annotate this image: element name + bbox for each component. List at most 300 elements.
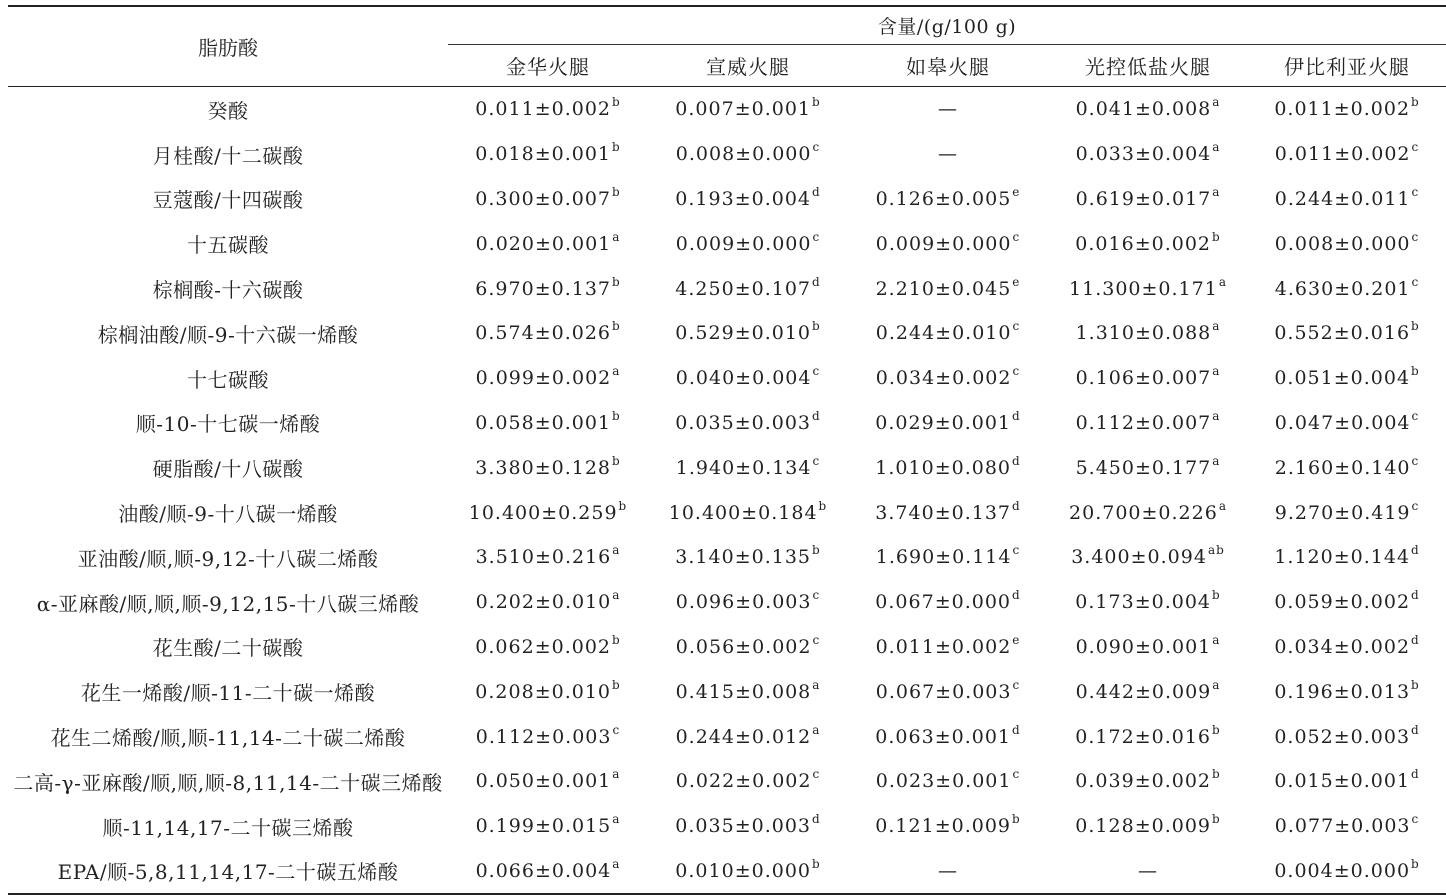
content-cell: [1048, 625, 1248, 670]
content-value: 0.040±0.004: [675, 367, 812, 390]
significance-letter: a: [1212, 408, 1221, 423]
significance-letter: b: [612, 453, 621, 468]
content-cell: [1048, 714, 1248, 759]
content-value: 0.041±0.008: [1075, 98, 1212, 121]
content-value: 0.128±0.009: [1075, 815, 1212, 838]
table-row: [8, 580, 1446, 625]
table-row: [8, 759, 1446, 804]
significance-letter: b: [1212, 812, 1221, 827]
significance-letter: d: [1411, 722, 1420, 737]
content-cell: [648, 221, 848, 266]
content-cell: [1248, 669, 1446, 714]
content-cell: [648, 714, 848, 759]
significance-letter: c: [1411, 184, 1420, 199]
significance-letter: b: [812, 543, 821, 558]
table-row: [8, 177, 1446, 222]
significance-letter: d: [1411, 543, 1420, 558]
significance-letter: b: [612, 184, 621, 199]
content-cell: [848, 221, 1048, 266]
significance-letter: a: [1212, 364, 1221, 379]
significance-letter: c: [1411, 812, 1420, 827]
content-value: 0.244±0.012: [675, 725, 812, 748]
fatty-acid-column-header: 脂肪酸: [8, 6, 448, 87]
content-cell: [1048, 132, 1248, 177]
fatty-acid-name: 十七碳酸: [187, 367, 269, 392]
content-value: 0.619±0.017: [1075, 187, 1212, 210]
content-value: 0.050±0.001: [475, 770, 612, 793]
content-value: 1.310±0.088: [1075, 322, 1212, 345]
content-group-header: 含量/(g/100 g): [448, 6, 1446, 45]
content-value: 5.450±0.177: [1075, 456, 1212, 479]
content-value: 0.039±0.002: [1075, 770, 1212, 793]
content-value: 0.099±0.002: [475, 367, 612, 390]
content-cell: [1248, 401, 1446, 446]
content-cell: [1248, 221, 1446, 266]
content-cell: [1248, 87, 1446, 132]
content-value: 0.016±0.002: [1075, 232, 1212, 255]
content-cell: [648, 535, 848, 580]
content-cell: [848, 490, 1048, 535]
content-value: 0.067±0.000: [875, 591, 1012, 614]
significance-letter: b: [612, 408, 621, 423]
content-value: 0.008±0.000: [675, 143, 812, 166]
significance-letter: c: [1012, 677, 1021, 692]
fatty-acid-name: 油酸/顺-9-十八碳一烯酸: [118, 502, 338, 527]
significance-letter: b: [1411, 95, 1420, 110]
significance-letter: d: [1012, 498, 1021, 513]
fatty-acid-name: α-亚麻酸/顺,顺,顺-9,12,15-十八碳三烯酸: [36, 591, 420, 616]
content-cell: [1248, 356, 1446, 401]
fatty-acid-name: 癸酸: [207, 98, 249, 123]
content-value: 0.023±0.001: [875, 770, 1012, 793]
significance-letter: c: [1012, 319, 1021, 334]
content-value: 0.051±0.004: [1274, 367, 1411, 390]
content-value: —: [938, 143, 958, 166]
table-row: [8, 266, 1446, 311]
content-value: 0.058±0.001: [475, 411, 612, 434]
significance-letter: a: [1212, 453, 1221, 468]
content-cell: [848, 849, 1048, 895]
significance-letter: c: [1411, 453, 1420, 468]
fatty-acid-name: 花生一烯酸/顺-11-二十碳一烯酸: [80, 681, 376, 706]
content-value: 0.090±0.001: [1075, 635, 1212, 658]
content-value: 1.120±0.144: [1274, 546, 1411, 569]
significance-letter: e: [1012, 632, 1021, 647]
significance-letter: a: [1218, 498, 1227, 513]
content-cell: [1048, 356, 1248, 401]
significance-letter: c: [1411, 498, 1420, 513]
significance-letter: a: [612, 812, 621, 827]
significance-letter: b: [812, 319, 821, 334]
significance-letter: b: [612, 632, 621, 647]
content-cell: [848, 311, 1048, 356]
content-cell: [1048, 266, 1248, 311]
significance-letter: d: [812, 184, 821, 199]
content-cell: [448, 580, 648, 625]
content-value: 0.004±0.000: [1274, 859, 1411, 882]
content-cell: [448, 759, 648, 804]
significance-letter: d: [1012, 453, 1021, 468]
content-value: 0.018±0.001: [475, 143, 612, 166]
significance-letter: a: [1212, 140, 1221, 155]
fatty-acid-name: 花生二烯酸/顺,顺-11,14-二十碳二烯酸: [50, 726, 406, 751]
table-row: [8, 490, 1446, 535]
significance-letter: c: [1411, 140, 1420, 155]
content-value: 0.415±0.008: [675, 680, 812, 703]
fatty-acid-name: 二高-γ-亚麻酸/顺,顺,顺-8,11,14-二十碳三烯酸: [13, 770, 443, 795]
content-cell: [848, 266, 1048, 311]
content-cell: [1248, 849, 1446, 895]
content-cell: [1048, 535, 1248, 580]
content-cell: [648, 177, 848, 222]
content-value: 0.011±0.002: [1274, 98, 1411, 121]
content-cell: [848, 625, 1048, 670]
significance-letter: d: [1411, 632, 1420, 647]
significance-letter: c: [812, 632, 821, 647]
content-cell: [1248, 490, 1446, 535]
significance-letter: c: [812, 453, 821, 468]
significance-letter: c: [612, 722, 621, 737]
content-cell: [1248, 535, 1446, 580]
significance-letter: b: [1411, 856, 1420, 871]
significance-letter: d: [812, 812, 821, 827]
significance-letter: a: [1212, 677, 1221, 692]
significance-letter: c: [1012, 543, 1021, 558]
fatty-acid-name: 顺-10-十七碳一烯酸: [135, 412, 321, 437]
content-cell: [1248, 804, 1446, 849]
content-cell: [1048, 804, 1248, 849]
content-cell: [1048, 177, 1248, 222]
content-value: 0.056±0.002: [675, 635, 812, 658]
content-cell: [448, 311, 648, 356]
fatty-acid-name: 月桂酸/十二碳酸: [152, 143, 304, 168]
significance-letter: a: [1212, 95, 1221, 110]
fatty-acid-name: 棕榈油酸/顺-9-十六碳一烯酸: [97, 322, 359, 347]
significance-letter: a: [612, 364, 621, 379]
significance-letter: b: [612, 319, 621, 334]
significance-letter: c: [812, 364, 821, 379]
content-value: 4.250±0.107: [675, 277, 812, 300]
content-cell: [1248, 580, 1446, 625]
content-value: 0.007±0.001: [675, 98, 812, 121]
significance-letter: b: [612, 677, 621, 692]
content-cell: [848, 177, 1048, 222]
table-row: [8, 669, 1446, 714]
table-row: [8, 132, 1446, 177]
significance-letter: a: [612, 229, 621, 244]
content-value: 0.034±0.002: [875, 367, 1012, 390]
content-value: 0.011±0.002: [875, 635, 1012, 658]
significance-letter: d: [1012, 588, 1021, 603]
content-value: —: [938, 859, 958, 882]
content-cell: [448, 714, 648, 759]
content-cell: [448, 445, 648, 490]
content-cell: [1048, 849, 1248, 895]
significance-letter: b: [818, 498, 828, 513]
content-value: 0.208±0.010: [475, 680, 612, 703]
content-value: 1.940±0.134: [675, 456, 812, 479]
significance-letter: b: [1212, 229, 1221, 244]
content-value: 2.160±0.140: [1274, 456, 1411, 479]
significance-letter: d: [1012, 408, 1021, 423]
table-row: [8, 849, 1446, 895]
content-value: 3.380±0.128: [475, 456, 612, 479]
content-cell: [648, 580, 848, 625]
content-cell: [448, 87, 648, 132]
content-value: 0.015±0.001: [1274, 770, 1411, 793]
content-cell: [448, 669, 648, 714]
significance-letter: b: [612, 274, 621, 289]
content-value: 3.740±0.137: [875, 501, 1012, 524]
content-cell: [1248, 759, 1446, 804]
content-cell: [648, 132, 848, 177]
significance-letter: d: [812, 274, 821, 289]
content-value: 0.029±0.001: [875, 411, 1012, 434]
content-value: 0.035±0.003: [675, 815, 812, 838]
significance-letter: c: [812, 140, 821, 155]
significance-letter: c: [812, 767, 821, 782]
content-cell: [1048, 311, 1248, 356]
content-value: —: [1138, 859, 1158, 882]
column-header: 伊比利亚火腿: [1248, 45, 1446, 87]
significance-letter: b: [1212, 722, 1221, 737]
content-cell: [648, 266, 848, 311]
content-cell: [648, 311, 848, 356]
content-value: 0.022±0.002: [675, 770, 812, 793]
content-cell: [448, 177, 648, 222]
significance-letter: c: [812, 588, 821, 603]
content-cell: [448, 266, 648, 311]
table-row: [8, 311, 1446, 356]
significance-letter: c: [1012, 767, 1021, 782]
content-value: 0.529±0.010: [675, 322, 812, 345]
content-cell: [848, 669, 1048, 714]
content-value: 0.096±0.003: [675, 591, 812, 614]
content-cell: [848, 356, 1048, 401]
significance-letter: d: [812, 408, 821, 423]
content-value: 3.400±0.094: [1071, 546, 1207, 569]
content-value: 0.172±0.016: [1075, 725, 1212, 748]
content-cell: [448, 535, 648, 580]
content-value: 0.442±0.009: [1075, 680, 1212, 703]
content-value: 3.140±0.135: [675, 546, 812, 569]
content-cell: [448, 401, 648, 446]
significance-letter: b: [812, 856, 821, 871]
content-value: 0.202±0.010: [475, 591, 612, 614]
content-cell: [1048, 490, 1248, 535]
significance-letter: c: [1411, 274, 1420, 289]
significance-letter: b: [1212, 767, 1221, 782]
content-value: 2.210±0.045: [875, 277, 1012, 300]
significance-letter: e: [1012, 274, 1021, 289]
content-cell: [648, 87, 848, 132]
content-value: 0.011±0.002: [1274, 143, 1411, 166]
significance-letter: a: [612, 856, 621, 871]
content-value: 0.063±0.001: [875, 725, 1012, 748]
significance-letter: d: [1411, 767, 1420, 782]
column-header: 宣威火腿: [648, 45, 848, 87]
table-row: [8, 714, 1446, 759]
content-value: 10.400±0.259: [468, 501, 618, 524]
content-value: 0.033±0.004: [1075, 143, 1212, 166]
content-cell: [1248, 266, 1446, 311]
table-row: [8, 221, 1446, 266]
column-header: 金华火腿: [448, 45, 648, 87]
content-value: 0.112±0.003: [475, 725, 612, 748]
content-cell: [648, 849, 848, 895]
significance-letter: a: [812, 677, 821, 692]
significance-letter: c: [1012, 364, 1021, 379]
significance-letter: a: [1212, 184, 1221, 199]
content-cell: [1048, 401, 1248, 446]
content-value: 1.010±0.080: [875, 456, 1012, 479]
content-value: 0.047±0.004: [1274, 411, 1411, 434]
content-cell: [648, 669, 848, 714]
content-value: 0.011±0.002: [475, 98, 612, 121]
content-value: 9.270±0.419: [1274, 501, 1411, 524]
content-cell: [848, 759, 1048, 804]
content-value: 0.112±0.007: [1075, 411, 1212, 434]
fatty-acid-name: 亚油酸/顺,顺-9,12-十八碳二烯酸: [77, 546, 379, 571]
content-cell: [648, 401, 848, 446]
significance-letter: b: [1411, 677, 1420, 692]
content-value: 6.970±0.137: [475, 277, 612, 300]
significance-letter: c: [1411, 229, 1420, 244]
table-header: [8, 6, 1446, 87]
fatty-acid-name: 豆蔻酸/十四碳酸: [152, 188, 304, 213]
significance-letter: a: [612, 543, 621, 558]
significance-letter: a: [1218, 274, 1227, 289]
content-value: 0.244±0.010: [875, 322, 1012, 345]
content-value: 0.009±0.000: [675, 232, 812, 255]
significance-letter: a: [612, 588, 621, 603]
table-row: [8, 535, 1446, 580]
column-header: 如皋火腿: [848, 45, 1048, 87]
content-cell: [648, 625, 848, 670]
content-cell: [448, 625, 648, 670]
content-value: 10.400±0.184: [668, 501, 818, 524]
significance-letter: c: [1012, 229, 1021, 244]
content-value: 0.034±0.002: [1274, 635, 1411, 658]
content-value: 3.510±0.216: [475, 546, 612, 569]
significance-letter: ab: [1207, 543, 1225, 558]
content-value: 1.690±0.114: [875, 546, 1012, 569]
significance-letter: b: [1012, 812, 1021, 827]
content-value: 0.077±0.003: [1274, 815, 1411, 838]
content-cell: [848, 87, 1048, 132]
significance-letter: a: [1212, 632, 1221, 647]
table-row: [8, 401, 1446, 446]
content-cell: [648, 804, 848, 849]
content-cell: [848, 132, 1048, 177]
content-value: 0.009±0.000: [875, 232, 1012, 255]
significance-letter: a: [1212, 319, 1221, 334]
significance-letter: b: [1411, 319, 1420, 334]
content-value: 11.300±0.171: [1069, 277, 1218, 300]
content-cell: [1248, 132, 1446, 177]
content-value: 0.106±0.007: [1075, 367, 1212, 390]
table-row: [8, 356, 1446, 401]
content-cell: [648, 759, 848, 804]
content-value: 20.700±0.226: [1069, 501, 1218, 524]
fatty-acid-name: 花生酸/二十碳酸: [152, 636, 304, 661]
content-cell: [1048, 669, 1248, 714]
content-cell: [848, 580, 1048, 625]
significance-letter: c: [812, 229, 821, 244]
fatty-acid-name: 棕榈酸-十六碳酸: [152, 278, 304, 303]
content-value: 0.126±0.005: [875, 187, 1012, 210]
significance-letter: d: [1012, 722, 1021, 737]
significance-letter: b: [618, 498, 628, 513]
content-cell: [1048, 580, 1248, 625]
content-value: —: [938, 98, 958, 121]
content-value: 0.059±0.002: [1274, 591, 1411, 614]
content-cell: [448, 490, 648, 535]
table-row: [8, 445, 1446, 490]
table-row: [8, 625, 1446, 670]
significance-letter: b: [612, 140, 621, 155]
significance-letter: b: [1411, 364, 1420, 379]
content-value: 0.193±0.004: [675, 187, 812, 210]
content-cell: [448, 356, 648, 401]
fatty-acid-name: 顺-11,14,17-二十碳三烯酸: [102, 815, 354, 840]
fatty-acid-name: 十五碳酸: [187, 233, 269, 258]
content-value: 0.010±0.000: [675, 859, 812, 882]
content-cell: [448, 849, 648, 895]
content-value: 0.121±0.009: [875, 815, 1012, 838]
content-cell: [1248, 311, 1446, 356]
content-cell: [1048, 221, 1248, 266]
content-value: 0.244±0.011: [1274, 187, 1411, 210]
significance-letter: d: [1411, 588, 1420, 603]
content-cell: [1248, 625, 1446, 670]
content-cell: [848, 445, 1048, 490]
content-cell: [648, 356, 848, 401]
significance-letter: b: [612, 95, 621, 110]
significance-letter: e: [1012, 184, 1021, 199]
content-cell: [848, 714, 1048, 759]
table-row: [8, 804, 1446, 849]
fatty-acid-name: 硬脂酸/十八碳酸: [152, 457, 304, 482]
content-cell: [448, 221, 648, 266]
content-value: 0.062±0.002: [475, 635, 612, 658]
column-header: 光控低盐火腿: [1048, 45, 1248, 87]
content-value: 0.052±0.003: [1274, 725, 1411, 748]
content-cell: [1248, 445, 1446, 490]
content-cell: [1048, 87, 1248, 132]
significance-letter: a: [812, 722, 821, 737]
content-value: 0.552±0.016: [1274, 322, 1411, 345]
significance-letter: b: [812, 95, 821, 110]
content-cell: [848, 401, 1048, 446]
significance-letter: b: [1212, 588, 1221, 603]
content-cell: [1048, 445, 1248, 490]
content-value: 0.300±0.007: [475, 187, 612, 210]
table-row: [8, 87, 1446, 132]
content-cell: [648, 490, 848, 535]
content-value: 0.067±0.003: [875, 680, 1012, 703]
fatty-acid-name: EPA/顺-5,8,11,14,17-二十碳五烯酸: [8, 849, 448, 895]
content-value: 0.574±0.026: [475, 322, 612, 345]
content-cell: [848, 535, 1048, 580]
content-cell: [448, 804, 648, 849]
content-value: 0.008±0.000: [1274, 232, 1411, 255]
content-value: 0.035±0.003: [675, 411, 812, 434]
significance-letter: a: [612, 767, 621, 782]
content-value: 4.630±0.201: [1274, 277, 1411, 300]
content-cell: [648, 445, 848, 490]
content-value: 0.020±0.001: [475, 232, 612, 255]
